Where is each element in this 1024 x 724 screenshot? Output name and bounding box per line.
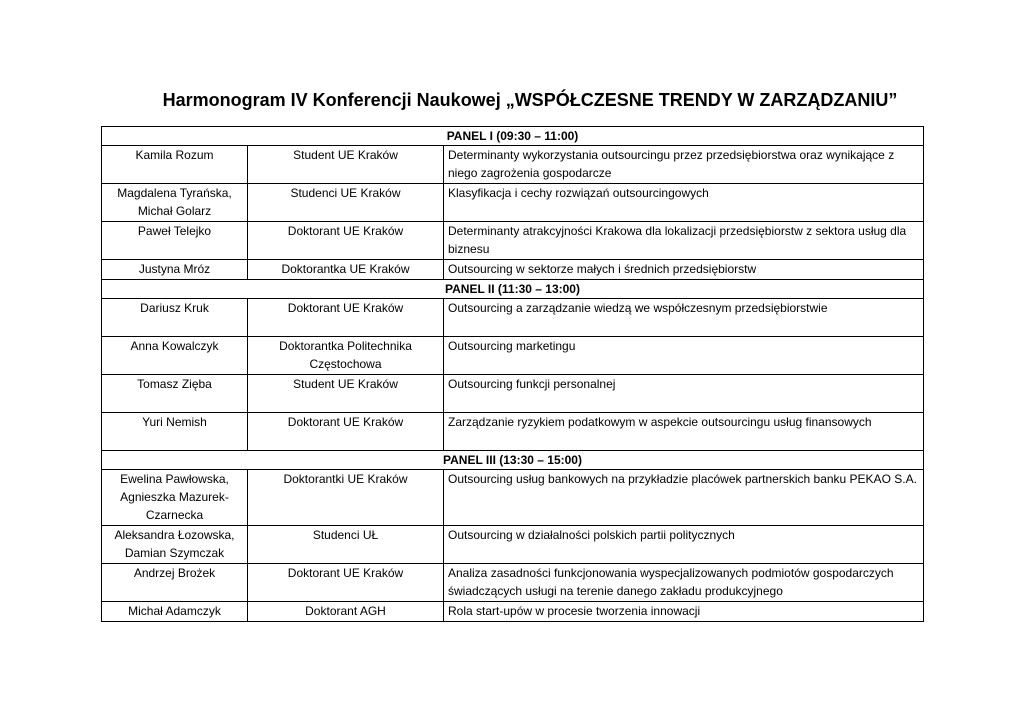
speaker-name: Anna Kowalczyk <box>102 337 248 375</box>
speaker-affiliation: Doktorant AGH <box>248 602 444 622</box>
page-title: Harmonogram IV Konferencji Naukowej „WSPÓŁCZESNE TRENDY W ZARZĄDZANIU” <box>162 90 898 110</box>
talk-topic: Outsourcing marketingu <box>444 337 924 375</box>
speaker-affiliation: Doktorant UE Kraków <box>248 564 444 602</box>
speaker-name: Kamila Rozum <box>102 146 248 184</box>
table-row <box>102 222 924 260</box>
speaker-affiliation: Doktorant UE Kraków <box>248 299 444 337</box>
panel-1-header: PANEL I (09:30 – 11:00) <box>102 127 924 146</box>
speaker-affiliation: Student UE Kraków <box>248 146 444 184</box>
speaker-name: Magdalena Tyrańska, Michał Golarz <box>102 184 248 222</box>
speaker-affiliation: Doktorantki UE Kraków <box>248 470 444 526</box>
speaker-name: Justyna Mróz <box>102 260 248 280</box>
speaker-affiliation: Doktorant UE Kraków <box>248 222 444 260</box>
speaker-name: Ewelina Pawłowska, Agnieszka Mazurek-Czarnecka <box>102 470 248 526</box>
speaker-name: Dariusz Kruk <box>102 299 248 337</box>
table-row <box>102 564 924 602</box>
table-row <box>102 413 924 451</box>
talk-topic: Outsourcing w działalności polskich partii politycznych <box>444 526 924 564</box>
talk-topic: Outsourcing funkcji personalnej <box>444 375 924 413</box>
speaker-affiliation: Doktorantka UE Kraków <box>248 260 444 280</box>
speaker-name: Michał Adamczyk <box>102 602 248 622</box>
table-row <box>102 260 924 280</box>
table-row <box>102 526 924 564</box>
table-row <box>102 337 924 375</box>
panel-2-header: PANEL II (11:30 – 13:00) <box>102 280 924 299</box>
panel-header-row <box>102 451 924 470</box>
speaker-name: Paweł Telejko <box>102 222 248 260</box>
talk-topic: Zarządzanie ryzykiem podatkowym w aspekcie outsourcingu usług finansowych <box>444 413 924 451</box>
table-row <box>102 299 924 337</box>
speaker-name: Yuri Nemish <box>102 413 248 451</box>
table-row <box>102 146 924 184</box>
panel-header-row <box>102 280 924 299</box>
table-row <box>102 375 924 413</box>
speaker-affiliation: Studenci UŁ <box>248 526 444 564</box>
talk-topic: Analiza zasadności funkcjonowania wyspecjalizowanych podmiotów gospodarczych świadczących usługi na terenie danego zakładu produkcyjnego <box>444 564 924 602</box>
talk-topic: Determinanty wykorzystania outsourcingu przez przedsiębiorstwa oraz wynikające z niego zagrożenia gospodarcze <box>444 146 924 184</box>
panel-3-header: PANEL III (13:30 – 15:00) <box>102 451 924 470</box>
talk-topic: Determinanty atrakcyjności Krakowa dla lokalizacji przedsiębiorstw z sektora usług dla biznesu <box>444 222 924 260</box>
table-row <box>102 184 924 222</box>
talk-topic: Outsourcing a zarządzanie wiedzą we współczesnym przedsiębiorstwie <box>444 299 924 337</box>
speaker-affiliation: Studenci UE Kraków <box>248 184 444 222</box>
speaker-name: Aleksandra Łozowska, Damian Szymczak <box>102 526 248 564</box>
talk-topic: Outsourcing usług bankowych na przykładzie placówek partnerskich banku PEKAO S.A. <box>444 470 924 526</box>
table-row <box>102 470 924 526</box>
table-row <box>102 602 924 622</box>
talk-topic: Rola start-upów w procesie tworzenia innowacji <box>444 602 924 622</box>
speaker-affiliation: Doktorant UE Kraków <box>248 413 444 451</box>
panel-header-row <box>102 127 924 146</box>
talk-topic: Outsourcing w sektorze małych i średnich przedsiębiorstw <box>444 260 924 280</box>
speaker-name: Tomasz Zięba <box>102 375 248 413</box>
talk-topic: Klasyfikacja i cechy rozwiązań outsourcingowych <box>444 184 924 222</box>
speaker-name: Andrzej Brożek <box>102 564 248 602</box>
speaker-affiliation: Student UE Kraków <box>248 375 444 413</box>
speaker-affiliation: Doktorantka Politechnika Częstochowa <box>248 337 444 375</box>
schedule-table <box>101 126 924 622</box>
